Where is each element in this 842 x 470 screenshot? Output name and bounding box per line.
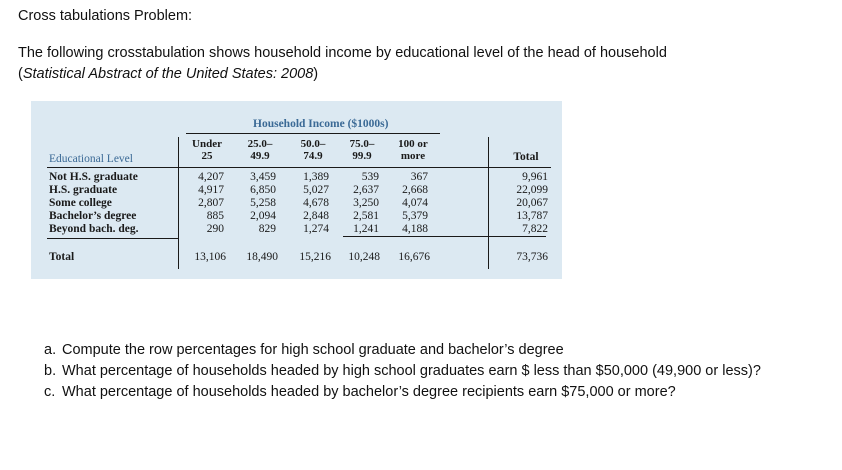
label-underline — [47, 238, 179, 239]
question-item — [44, 340, 761, 361]
educational-level-header: Educational Level — [49, 153, 133, 165]
column-header-line1: 25.0– — [247, 138, 273, 150]
column-header-line2: 74.9 — [303, 150, 323, 162]
column-header-line2: 25 — [201, 150, 213, 162]
question-letter: b. — [44, 363, 57, 379]
row-label-total: Total — [49, 251, 75, 263]
table-cell: 367 — [410, 171, 428, 183]
row-label-bachelors: Bachelor’s degree — [49, 210, 137, 222]
table-cell: 2,848 — [303, 210, 329, 222]
citation-open: ( — [18, 66, 23, 82]
table-cell: 1,241 — [353, 223, 379, 235]
row-label-hs-graduate: H.S. graduate — [49, 184, 118, 196]
question-text: Compute the row percentages for high school graduate and bachelor’s degree — [62, 342, 564, 358]
intro-line: The following crosstabulation shows household income by educational level of the head of household — [18, 45, 667, 61]
column-header-25-49 — [240, 138, 280, 162]
page-heading: Cross tabulations Problem: — [18, 8, 193, 24]
table-cell: 3,459 — [250, 171, 276, 183]
question-letter: a. — [44, 342, 57, 358]
citation-source: Statistical Abstract of the United States: 2008 — [22, 66, 314, 82]
table-cell: 290 — [206, 223, 224, 235]
table-cell: 2,637 — [353, 184, 379, 196]
row-label-beyond-bachelors: Beyond bach. deg. — [49, 223, 139, 235]
table-cell: 3,250 — [353, 197, 379, 209]
table-cell: 4,207 — [198, 171, 224, 183]
table-cell-total-row: 16,676 — [398, 251, 430, 263]
table-cell: 4,917 — [198, 184, 224, 196]
question-text: What percentage of households headed by bachelor’s degree recipients earn $75,000 or more? — [62, 384, 676, 400]
table-cell-row-total: 20,067 — [516, 197, 548, 209]
column-header-line1: 100 or — [398, 138, 428, 150]
table-cell: 5,027 — [303, 184, 329, 196]
table-cell: 1,274 — [303, 223, 329, 235]
question-item — [44, 382, 761, 403]
table-cell: 1,389 — [303, 171, 329, 183]
table-cell: 829 — [258, 223, 276, 235]
header-rule — [47, 167, 551, 168]
table-cell: 4,678 — [303, 197, 329, 209]
table-body — [181, 171, 556, 271]
column-header-line1: 75.0– — [349, 138, 375, 150]
table-cell: 2,807 — [198, 197, 224, 209]
column-header-line2: more — [400, 150, 426, 162]
row-label-not-hs: Not H.S. graduate — [49, 171, 138, 183]
table-cell: 2,668 — [402, 184, 428, 196]
table-cell-total-row: 13,106 — [194, 251, 226, 263]
column-header-50-74 — [293, 138, 333, 162]
table-cell: 2,094 — [250, 210, 276, 222]
column-header-line1: 50.0– — [300, 138, 326, 150]
citation-close: ) — [313, 66, 319, 82]
column-header-line1: Under — [192, 138, 222, 150]
column-header-line2: 49.9 — [250, 150, 270, 162]
table-cell: 885 — [206, 210, 224, 222]
table-cell-total-row: 10,248 — [348, 251, 380, 263]
question-item — [44, 361, 761, 382]
totals-rule-partial — [343, 236, 546, 237]
intro-paragraph — [18, 43, 818, 85]
table-cell-row-total: 7,822 — [522, 223, 548, 235]
crosstab-table — [31, 101, 562, 279]
household-income-title: Household Income ($1000s) — [253, 118, 389, 130]
table-cell-total-row: 18,490 — [246, 251, 278, 263]
column-header-under-25 — [189, 138, 225, 162]
table-cell: 4,188 — [402, 223, 428, 235]
column-header-75-99 — [342, 138, 382, 162]
table-cell: 539 — [361, 171, 379, 183]
intro-citation — [18, 64, 818, 85]
question-text: What percentage of households headed by high school graduates earn $ less than $50,000 (49,900 or less)? — [62, 363, 761, 379]
table-cell: 4,074 — [402, 197, 428, 209]
table-cell-row-total: 13,787 — [516, 210, 548, 222]
row-label-some-college: Some college — [49, 197, 112, 209]
question-list — [44, 340, 761, 403]
column-header-line2: 99.9 — [352, 150, 372, 162]
question-letter: c. — [44, 384, 56, 400]
table-cell-grand-total: 73,736 — [516, 251, 548, 263]
table-cell-row-total: 9,961 — [522, 171, 548, 183]
table-cell-total-row: 15,216 — [299, 251, 331, 263]
table-cell: 5,258 — [250, 197, 276, 209]
table-cell: 2,581 — [353, 210, 379, 222]
table-cell: 5,379 — [402, 210, 428, 222]
total-column-header: Total — [513, 151, 539, 163]
column-header-100-more — [391, 138, 435, 162]
table-cell-row-total: 22,099 — [516, 184, 548, 196]
title-underline — [186, 133, 440, 134]
left-column-divider — [178, 137, 179, 269]
table-cell: 6,850 — [250, 184, 276, 196]
